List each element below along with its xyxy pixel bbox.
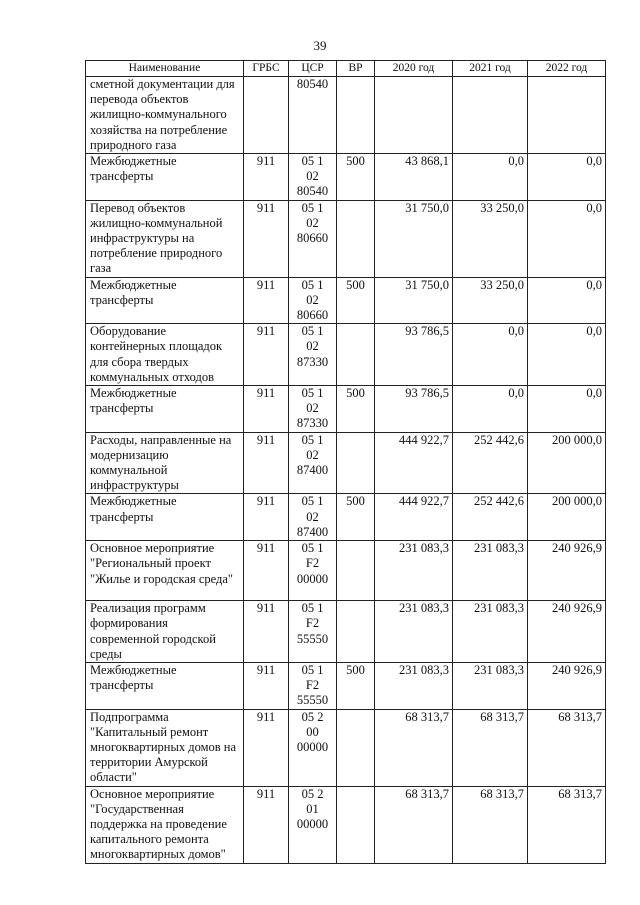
cell-csr: 80540: [289, 77, 337, 154]
cell-vr: [337, 541, 375, 601]
cell-2021: 68 313,7: [453, 786, 528, 863]
cell-2022: 200 000,0: [528, 494, 606, 541]
cell-grbs: 911: [244, 662, 289, 709]
cell-name: Перевод объектов жилищно-коммунальной инфраструктуры на потребление природного газа: [86, 200, 244, 277]
cell-name: Межбюджетные трансферты: [86, 386, 244, 433]
table-row: [86, 154, 606, 201]
cell-grbs: 911: [244, 277, 289, 324]
table-row: [86, 709, 606, 786]
cell-2022: 0,0: [528, 277, 606, 324]
cell-2022: 68 313,7: [528, 709, 606, 786]
cell-2021: 33 250,0: [453, 277, 528, 324]
cell-2021: 252 442,6: [453, 432, 528, 494]
cell-csr: 05 2 01 00000: [289, 786, 337, 863]
cell-csr: 05 1 02 87330: [289, 386, 337, 433]
cell-csr: 05 1 02 87400: [289, 494, 337, 541]
cell-2021: 231 083,3: [453, 662, 528, 709]
cell-csr: 05 1 02 87330: [289, 324, 337, 386]
cell-name: Межбюджетные трансферты: [86, 154, 244, 201]
cell-vr: 500: [337, 662, 375, 709]
cell-2021: 0,0: [453, 324, 528, 386]
cell-csr: 05 1 02 80660: [289, 277, 337, 324]
cell-vr: [337, 601, 375, 663]
cell-csr: 05 1 F2 55550: [289, 662, 337, 709]
table-row: [86, 786, 606, 863]
page-number: 39: [313, 38, 327, 53]
cell-csr: 05 2 00 00000: [289, 709, 337, 786]
cell-2022: 0,0: [528, 200, 606, 277]
cell-2020: 231 083,3: [375, 662, 453, 709]
cell-name: Межбюджетные трансферты: [86, 494, 244, 541]
cell-2020: 231 083,3: [375, 541, 453, 601]
cell-name: сметной документации для перевода объектов жилищно-коммунального хозяйства на потребление природного газа: [86, 77, 244, 154]
header-2020: 2020 год: [375, 61, 453, 77]
table-row: [86, 662, 606, 709]
cell-csr: 05 1 02 80660: [289, 200, 337, 277]
cell-2022: 240 926,9: [528, 662, 606, 709]
table-row: [86, 200, 606, 277]
cell-grbs: 911: [244, 386, 289, 433]
cell-grbs: 911: [244, 324, 289, 386]
cell-name: Основное мероприятие "Государственная поддержка на проведение капитального ремонта многоквартирных домов": [86, 786, 244, 863]
cell-vr: [337, 786, 375, 863]
cell-vr: [337, 200, 375, 277]
table-row: [86, 324, 606, 386]
cell-2022: 68 313,7: [528, 786, 606, 863]
cell-name: Оборудование контейнерных площадок для сбора твердых коммунальных отходов: [86, 324, 244, 386]
cell-2020: 68 313,7: [375, 786, 453, 863]
cell-2020: 444 922,7: [375, 494, 453, 541]
cell-csr: 05 1 F2 55550: [289, 601, 337, 663]
table-header-row: [86, 61, 606, 77]
table-row: [86, 541, 606, 601]
cell-2022: 0,0: [528, 324, 606, 386]
cell-csr: 05 1 F2 00000: [289, 541, 337, 601]
cell-name: Подпрограмма "Капитальный ремонт многоквартирных домов на территории Амурской области": [86, 709, 244, 786]
cell-2021: [453, 77, 528, 154]
table-row: [86, 77, 606, 154]
cell-name: Межбюджетные трансферты: [86, 662, 244, 709]
header-2021: 2021 год: [453, 61, 528, 77]
cell-vr: 500: [337, 386, 375, 433]
cell-2021: 231 083,3: [453, 541, 528, 601]
cell-2020: 43 868,1: [375, 154, 453, 201]
cell-name: Реализация программ формирования современной городской среды: [86, 601, 244, 663]
cell-2021: 0,0: [453, 386, 528, 433]
cell-2020: 444 922,7: [375, 432, 453, 494]
cell-grbs: 911: [244, 541, 289, 601]
cell-grbs: 911: [244, 786, 289, 863]
budget-table: [85, 60, 606, 864]
table-row: [86, 277, 606, 324]
cell-name: Основное мероприятие "Региональный проект "Жилье и городская среда": [86, 541, 244, 601]
cell-2020: 93 786,5: [375, 386, 453, 433]
cell-2021: 252 442,6: [453, 494, 528, 541]
cell-2021: 231 083,3: [453, 601, 528, 663]
table-row: [86, 432, 606, 494]
cell-2022: [528, 77, 606, 154]
cell-vr: [337, 77, 375, 154]
cell-2021: 0,0: [453, 154, 528, 201]
cell-vr: 500: [337, 154, 375, 201]
table-row: [86, 601, 606, 663]
cell-csr: 05 1 02 87400: [289, 432, 337, 494]
cell-2020: 93 786,5: [375, 324, 453, 386]
cell-grbs: 911: [244, 432, 289, 494]
cell-vr: 500: [337, 277, 375, 324]
cell-grbs: 911: [244, 601, 289, 663]
cell-csr: 05 1 02 80540: [289, 154, 337, 201]
cell-vr: [337, 432, 375, 494]
cell-2022: 0,0: [528, 386, 606, 433]
table-row: [86, 494, 606, 541]
header-2022: 2022 год: [528, 61, 606, 77]
cell-2022: 200 000,0: [528, 432, 606, 494]
cell-vr: 500: [337, 494, 375, 541]
cell-grbs: 911: [244, 709, 289, 786]
cell-name: Межбюджетные трансферты: [86, 277, 244, 324]
table-row: [86, 386, 606, 433]
cell-grbs: 911: [244, 154, 289, 201]
cell-vr: [337, 324, 375, 386]
cell-grbs: 911: [244, 494, 289, 541]
cell-name: Расходы, направленные на модернизацию коммунальной инфраструктуры: [86, 432, 244, 494]
cell-2020: 231 083,3: [375, 601, 453, 663]
header-grbs: ГРБС: [244, 61, 289, 77]
cell-2020: [375, 77, 453, 154]
cell-2020: 31 750,0: [375, 200, 453, 277]
cell-2022: 240 926,9: [528, 541, 606, 601]
cell-grbs: [244, 77, 289, 154]
cell-grbs: 911: [244, 200, 289, 277]
header-name: Наименование: [86, 61, 244, 77]
cell-2021: 33 250,0: [453, 200, 528, 277]
cell-vr: [337, 709, 375, 786]
cell-2020: 31 750,0: [375, 277, 453, 324]
cell-2021: 68 313,7: [453, 709, 528, 786]
cell-2020: 68 313,7: [375, 709, 453, 786]
header-csr: ЦСР: [289, 61, 337, 77]
header-vr: ВР: [337, 61, 375, 77]
cell-2022: 240 926,9: [528, 601, 606, 663]
cell-2022: 0,0: [528, 154, 606, 201]
